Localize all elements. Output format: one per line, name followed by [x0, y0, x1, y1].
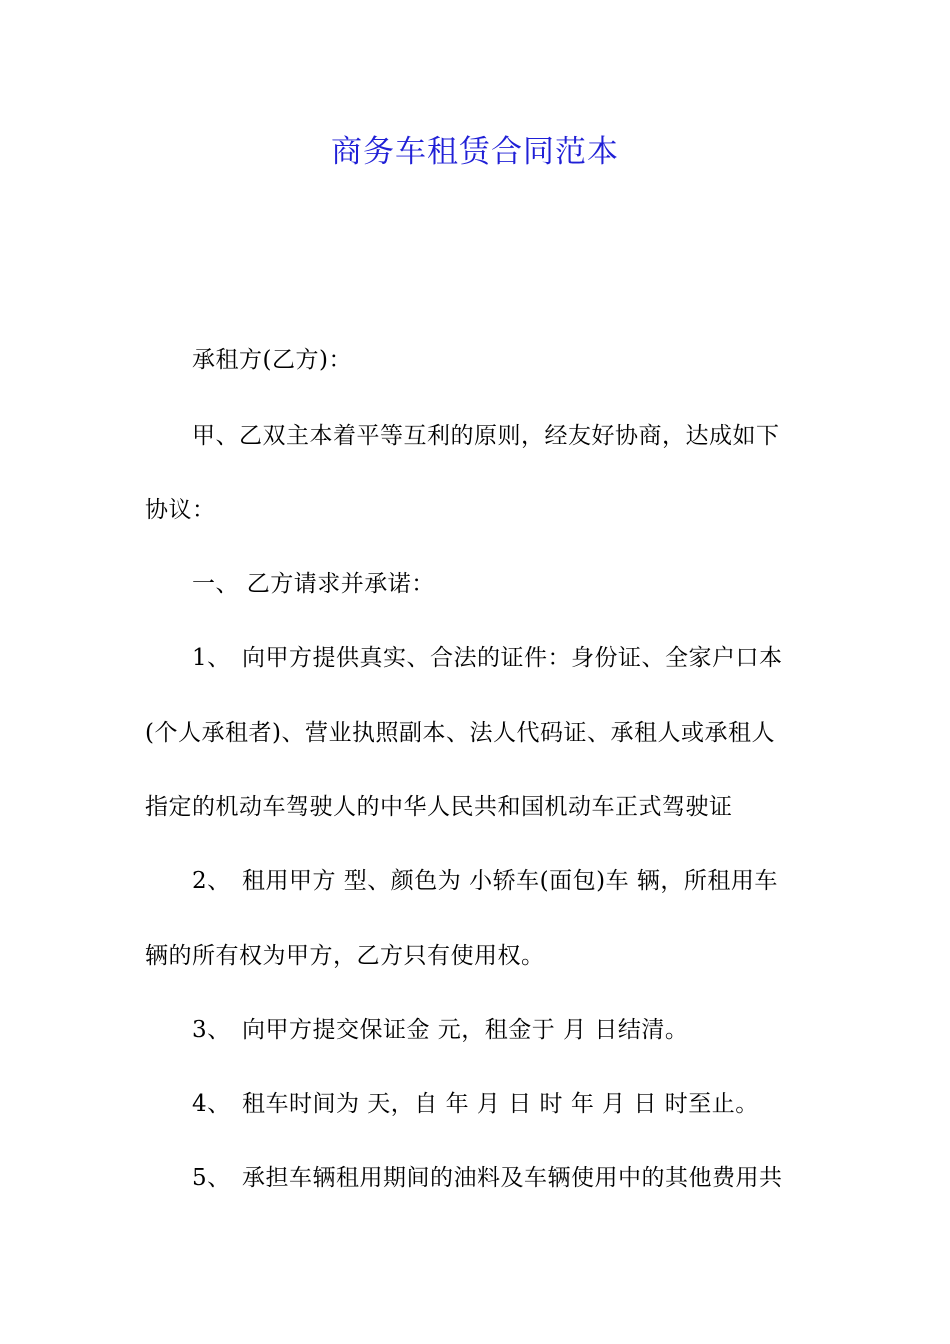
item-2-line-1	[192, 865, 778, 897]
item-5-text: 承担车辆租用期间的油料及车辆使用中的其他费用共	[242, 1165, 783, 1191]
intro-line-2: 协议：	[145, 497, 216, 523]
intro-line-1: 甲、乙双主本着平等互利的原则，经友好协商，达成如下	[192, 423, 780, 449]
item-1-line-3: 指定的机动车驾驶人的中华人民共和国机动车正式驾驶证	[145, 794, 733, 820]
lessee-line: 承租方(乙方)：	[192, 347, 352, 373]
item-1-text: 向甲方提供真实、合法的证件：身份证、全家户口本	[242, 645, 783, 671]
item-3-text: 向甲方提交保证金 元，租金于 月 日结清。	[242, 1017, 689, 1043]
item-5-line	[192, 1162, 783, 1194]
item-4-text: 租车时间为 天，自 年 月 日 时 年 月 日 时至止。	[242, 1091, 759, 1117]
item-2-line-2: 辆的所有权为甲方，乙方只有使用权。	[145, 943, 545, 969]
item-2-number: 2、	[192, 868, 231, 894]
item-1-number: 1、	[192, 645, 231, 671]
item-4-number: 4、	[192, 1091, 231, 1117]
item-1-line-2: (个人承租者)、营业执照副本、法人代码证、承租人或承租人	[145, 720, 775, 746]
item-4-line	[192, 1088, 759, 1120]
document-title: 商务车租赁合同范本	[331, 134, 619, 170]
section-heading-1: 一、 乙方请求并承诺：	[192, 571, 435, 597]
item-3-number: 3、	[192, 1017, 231, 1043]
item-5-number: 5、	[192, 1165, 231, 1191]
item-1-line-1	[192, 642, 783, 674]
item-3-line	[192, 1014, 688, 1046]
item-2-text: 租用甲方 型、颜色为 小轿车(面包)车 辆，所租用车	[242, 868, 778, 894]
